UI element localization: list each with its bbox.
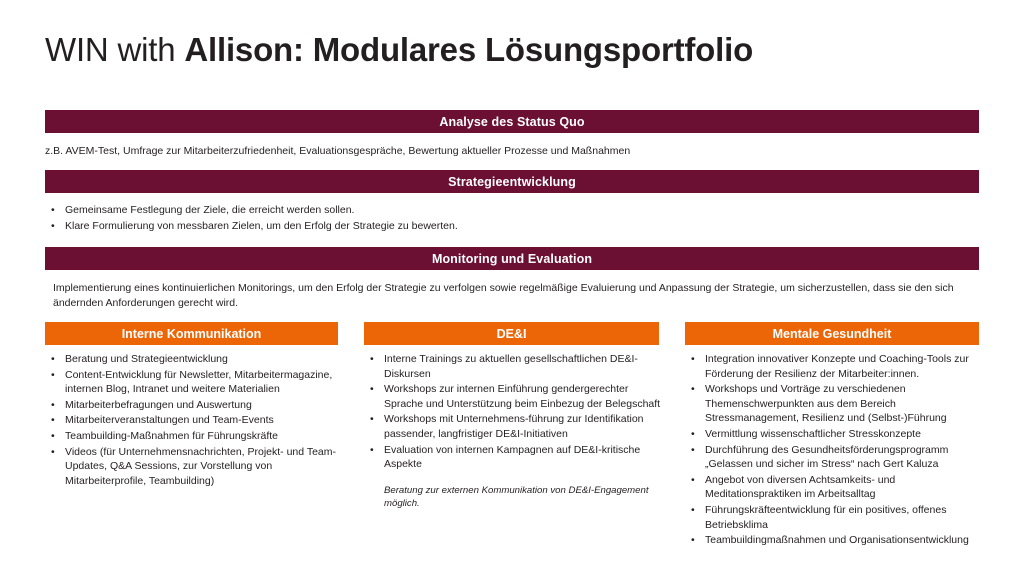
column-body-dei — [364, 352, 664, 511]
title-part-1: WIN with — [45, 31, 185, 68]
column-list — [45, 352, 345, 488]
list-item: • Workshops mit Unternehmens-führung zur Identifikation passender, langfristiger DE&I-Initiativen — [364, 412, 664, 441]
section-header-monitoring: Monitoring und Evaluation — [45, 247, 979, 270]
column-body-interne-kommunikation — [45, 352, 345, 489]
list-item: • Workshops und Vorträge zu verschiedenen Themenschwerpunkten aus dem Bereich Stressmanagement, Resilienz und (Selbst-)Führung — [685, 382, 985, 426]
list-item: • Evaluation von internen Kampagnen auf DE&I-kritische Aspekte — [364, 443, 664, 472]
section-text-monitoring: Implementierung eines kontinuierlichen Monitorings, um den Erfolg der Strategie zu verfolgen sowie regelmäßige Evaluierung und Anpassung der Strategie, um sicherzustellen, dass sie den sich ändernden Anforderungen gerecht wird. — [53, 282, 954, 309]
list-item: • Teambuilding-Maßnahmen für Führungskräfte — [45, 429, 345, 444]
list-item: • Gemeinsame Festlegung der Ziele, die erreicht werden sollen. — [45, 203, 979, 218]
column-list — [364, 352, 664, 472]
column-list — [685, 352, 985, 548]
column-body-mentale-gesundheit — [685, 352, 985, 549]
section-header-strategie: Strategieentwicklung — [45, 170, 979, 193]
column-note-dei: Beratung zur externen Kommunikation von DE&I-Engagement möglich. — [384, 484, 649, 510]
list-item: • Führungskräfteentwicklung für ein positives, offenes Betriebsklima — [685, 503, 985, 532]
title-part-3: : Modulares Lösungsportfolio — [292, 31, 754, 68]
section-list-strategie — [45, 203, 979, 234]
list-item: • Teambuildingmaßnahmen und Organisationsentwicklung — [685, 533, 985, 548]
list-item: • Beratung und Strategieentwicklung — [45, 352, 345, 367]
section-header-analyse: Analyse des Status Quo — [45, 110, 979, 133]
list-item: • Mitarbeiterveranstaltungen und Team-Events — [45, 413, 345, 428]
list-item: • Content-Entwicklung für Newsletter, Mitarbeitermagazine, internen Blog, Intranet und weitere Materialien — [45, 368, 345, 397]
column-header-mentale-gesundheit: Mentale Gesundheit — [685, 322, 979, 345]
list-item: • Klare Formulierung von messbaren Zielen, um den Erfolg der Strategie zu bewerten. — [45, 219, 979, 234]
list-item: • Vermittlung wissenschaftlicher Stresskonzepte — [685, 427, 985, 442]
column-header-dei: DE&I — [364, 322, 659, 345]
list-item: • Workshops zur internen Einführung gendergerechter Sprache und Unterstützung beim Einbezug der Belegschaft — [364, 382, 664, 411]
list-item: • Interne Trainings zu aktuellen gesellschaftlichen DE&I-Diskursen — [364, 352, 664, 381]
list-item: • Integration innovativer Konzepte und Coaching-Tools zur Förderung der Resilienz der Mitarbeiter:innen. — [685, 352, 985, 381]
page-title — [45, 30, 753, 70]
section-text-analyse: z.B. AVEM-Test, Umfrage zur Mitarbeiterzufriedenheit, Evaluationsgespräche, Bewertung aktueller Prozesse und Maßnahmen — [45, 145, 631, 157]
list-item: • Videos (für Unternehmensnachrichten, Projekt- und Team-Updates, Q&A Sessions, zur Vorstellung von Mitarbeiterprofile, Teambuilding) — [45, 445, 345, 489]
column-header-interne-kommunikation: Interne Kommunikation — [45, 322, 338, 345]
title-part-2: Allison — [184, 31, 293, 68]
list-item: • Angebot von diversen Achtsamkeits- und Meditationspraktiken im Arbeitsalltag — [685, 473, 985, 502]
list-item: • Durchführung des Gesundheitsförderungsprogramm „Gelassen und sicher im Stress“ nach Gert Kaluza — [685, 443, 985, 472]
list-item: • Mitarbeiterbefragungen und Auswertung — [45, 398, 345, 413]
